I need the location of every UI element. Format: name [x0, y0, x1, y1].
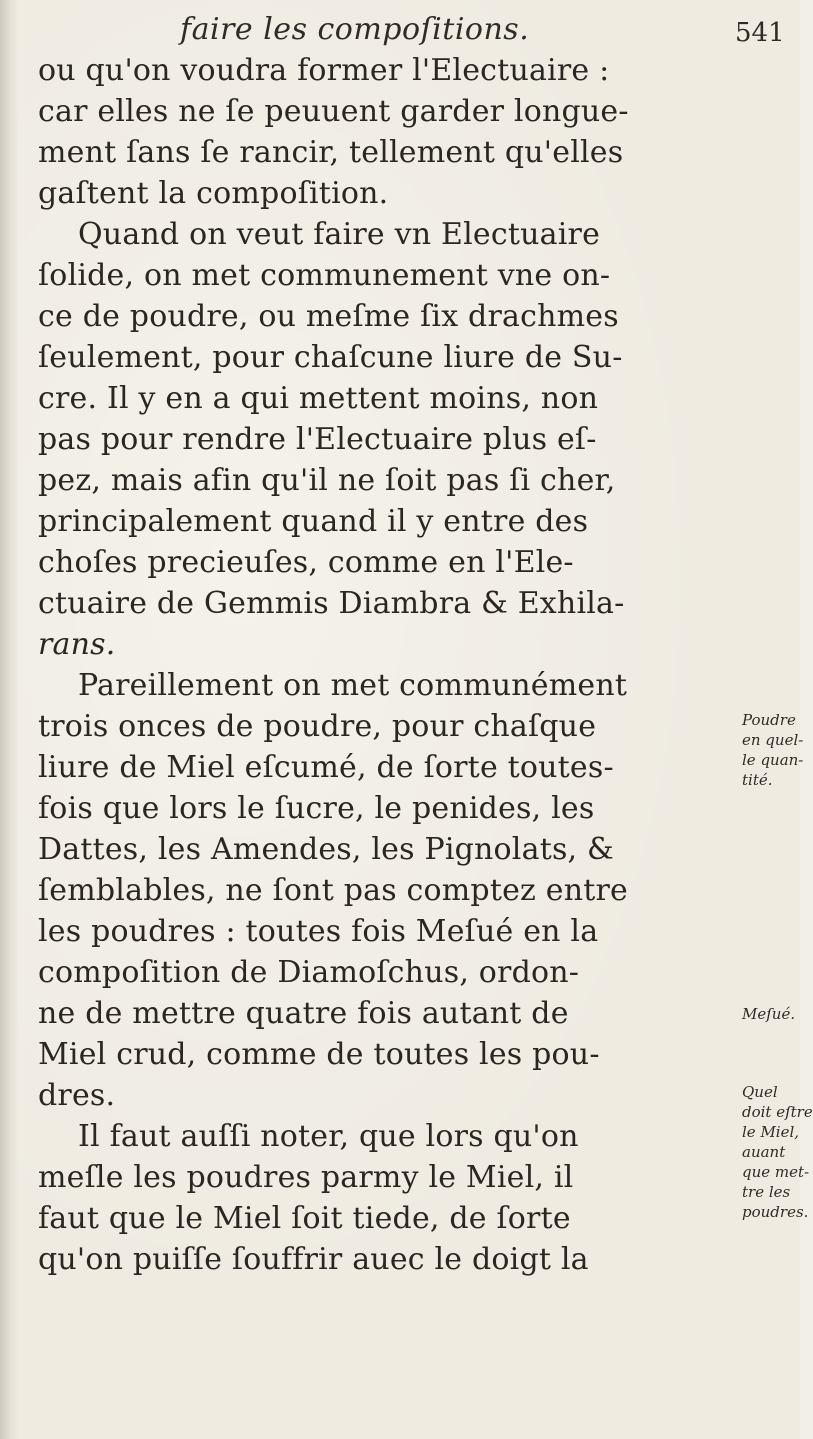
page-number: 541 — [735, 18, 785, 48]
text-line: gaſtent la compoſition. — [38, 176, 389, 211]
margin-note-line: que met- — [742, 1163, 810, 1181]
text-line: dres. — [38, 1078, 116, 1113]
text-line: les poudres : toutes fois Meſué en la — [38, 914, 599, 949]
text-line: ctuaire de Gemmis Diambra & Exhila- — [38, 586, 625, 621]
page-gutter — [0, 0, 18, 1439]
margin-note-miel — [742, 1082, 813, 1222]
text-line: faut que le Miel ſoit tiede, de ſorte — [38, 1201, 571, 1236]
text-line: qu'on puiſſe ſouffrir auec le doigt la — [38, 1242, 589, 1277]
margin-note-line: Poudre — [742, 711, 796, 729]
text-line: meſle les poudres parmy le Miel, il — [38, 1160, 574, 1195]
body-text — [38, 50, 728, 1280]
text-line: ou qu'on voudra former l'Electuaire : — [38, 53, 610, 88]
text-line: ſeulement, pour chaſcune liure de Su- — [38, 340, 623, 375]
text-line: ne de mettre quatre fois autant de — [38, 996, 569, 1031]
text-line: ce de poudre, ou meſme ſix drachmes — [38, 299, 619, 334]
text-line: trois onces de poudre, pour chaſque — [38, 709, 597, 744]
text-line: rans. — [38, 627, 116, 662]
margin-note-line: tité. — [742, 771, 773, 789]
text-line: principalement quand il y entre des — [38, 504, 589, 539]
text-line: compoſition de Diamoſchus, ordon- — [38, 955, 580, 990]
running-head: faire les compoſitions. — [180, 12, 530, 47]
text-line: ſolide, on met communement vne on- — [38, 258, 611, 293]
margin-note-poudre — [742, 710, 802, 790]
text-line: cre. Il y en a qui mettent moins, non — [38, 381, 599, 416]
margin-note-line: doit eſtre — [742, 1103, 813, 1121]
margin-note-line: auant — [742, 1143, 786, 1161]
text-line: fois que lors le ſucre, le penides, les — [38, 791, 595, 826]
margin-note-line: tre les — [742, 1183, 791, 1201]
margin-note-line: poudres. — [742, 1203, 809, 1221]
text-line: liure de Miel eſcumé, de ſorte toutes- — [38, 750, 614, 785]
margin-note-line: en quel- — [742, 731, 804, 749]
margin-note-line: Quel — [742, 1083, 778, 1101]
text-line: Pareillement on met communément — [78, 668, 628, 703]
text-line: Quand on veut faire vn Electuaire — [78, 217, 601, 252]
margin-note-line: le Miel, — [742, 1123, 800, 1141]
text-line: ment ſans ſe rancir, tellement qu'elles — [38, 135, 624, 170]
text-line: Dattes, les Amendes, les Pignolats, & — [38, 832, 614, 867]
text-line: Il faut auſſi noter, que lors qu'on — [78, 1119, 579, 1154]
margin-note-line: Meſué. — [742, 1005, 796, 1023]
text-line: car elles ne ſe peuuent garder longue- — [38, 94, 629, 129]
text-line: ſemblables, ne ſont pas comptez entre — [38, 873, 629, 908]
margin-note-mesue — [742, 1004, 802, 1024]
margin-note-line: le quan- — [742, 751, 804, 769]
text-line: pas pour rendre l'Electuaire plus eſ- — [38, 422, 597, 457]
text-line: choſes precieuſes, comme en l'Ele- — [38, 545, 574, 580]
text-line: Miel crud, comme de toutes les pou- — [38, 1037, 600, 1072]
text-line: pez, mais afin qu'il ne ſoit pas ſi cher, — [38, 463, 616, 498]
